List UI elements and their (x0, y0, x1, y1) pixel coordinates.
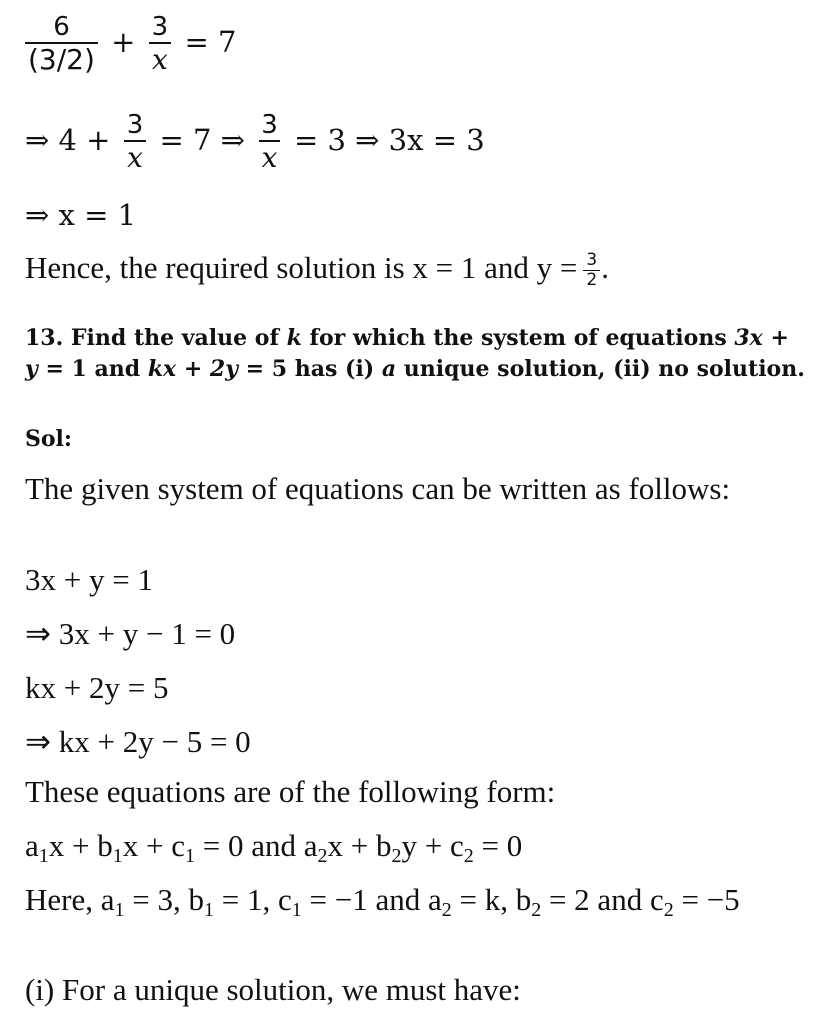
equation-e1: 3x + y = 1 (25, 562, 153, 597)
intro-paragraph: The given system of equations can be written as follows: (25, 471, 731, 506)
fraction-3-over-x: $\frac{3}{x}$ (258, 110, 281, 174)
fraction-3-over-x: $\frac{3}{x}$ (124, 110, 147, 174)
hence-statement: Hence, the required solution is x = 1 and y = $\frac{3}{2}$ . (25, 250, 609, 291)
coefficients-statement: Here, $a_1 = 3$, $b_1 = 1$, $c_1 = -1$ and $a_2 = k$, $b_2 = 2$ and $c_2 = -5$ (25, 882, 740, 921)
equation-e4: ⇒ kx + 2y − 5 = 0 (25, 724, 251, 759)
equation-line-3: ⇒ x = 1 (25, 198, 137, 232)
equation-e3: kx + 2y = 5 (25, 670, 169, 705)
fraction-6-over-3-2: $\frac{6}{(3/2)}$ (25, 12, 98, 76)
form-statement: These equations are of the following form: (25, 774, 556, 809)
solution-label: Sol: (25, 426, 73, 452)
equation-line-1: $\frac{6}{(3/2)}$ + $\frac{3}{x}$ = 7 (25, 12, 236, 76)
equation-e2: ⇒ 3x + y − 1 = 0 (25, 616, 236, 651)
equation-line-2: ⇒ 4 + $\frac{3}{x}$ = 7 ⇒ $\frac{3}{x}$ = 3 ⇒ 3x = 3 (25, 110, 485, 174)
question-13: 13. Find the value of k for which the system of equations 3x + y = 1 and kx + 2y = 5 has (i) a unique solution, (ii) no solution. (25, 325, 805, 382)
general-form-equation: $a_1x + b_1x + c_1 = 0$ and $a_2x + b_2y + c_2 = 0$ (25, 828, 523, 867)
fraction-3-over-x: $\frac{3}{x}$ (149, 12, 172, 76)
part-i-statement: (i) For a unique solution, we must have: (25, 972, 521, 1007)
fraction-3-over-2: $\frac{3}{2}$ (583, 251, 600, 290)
